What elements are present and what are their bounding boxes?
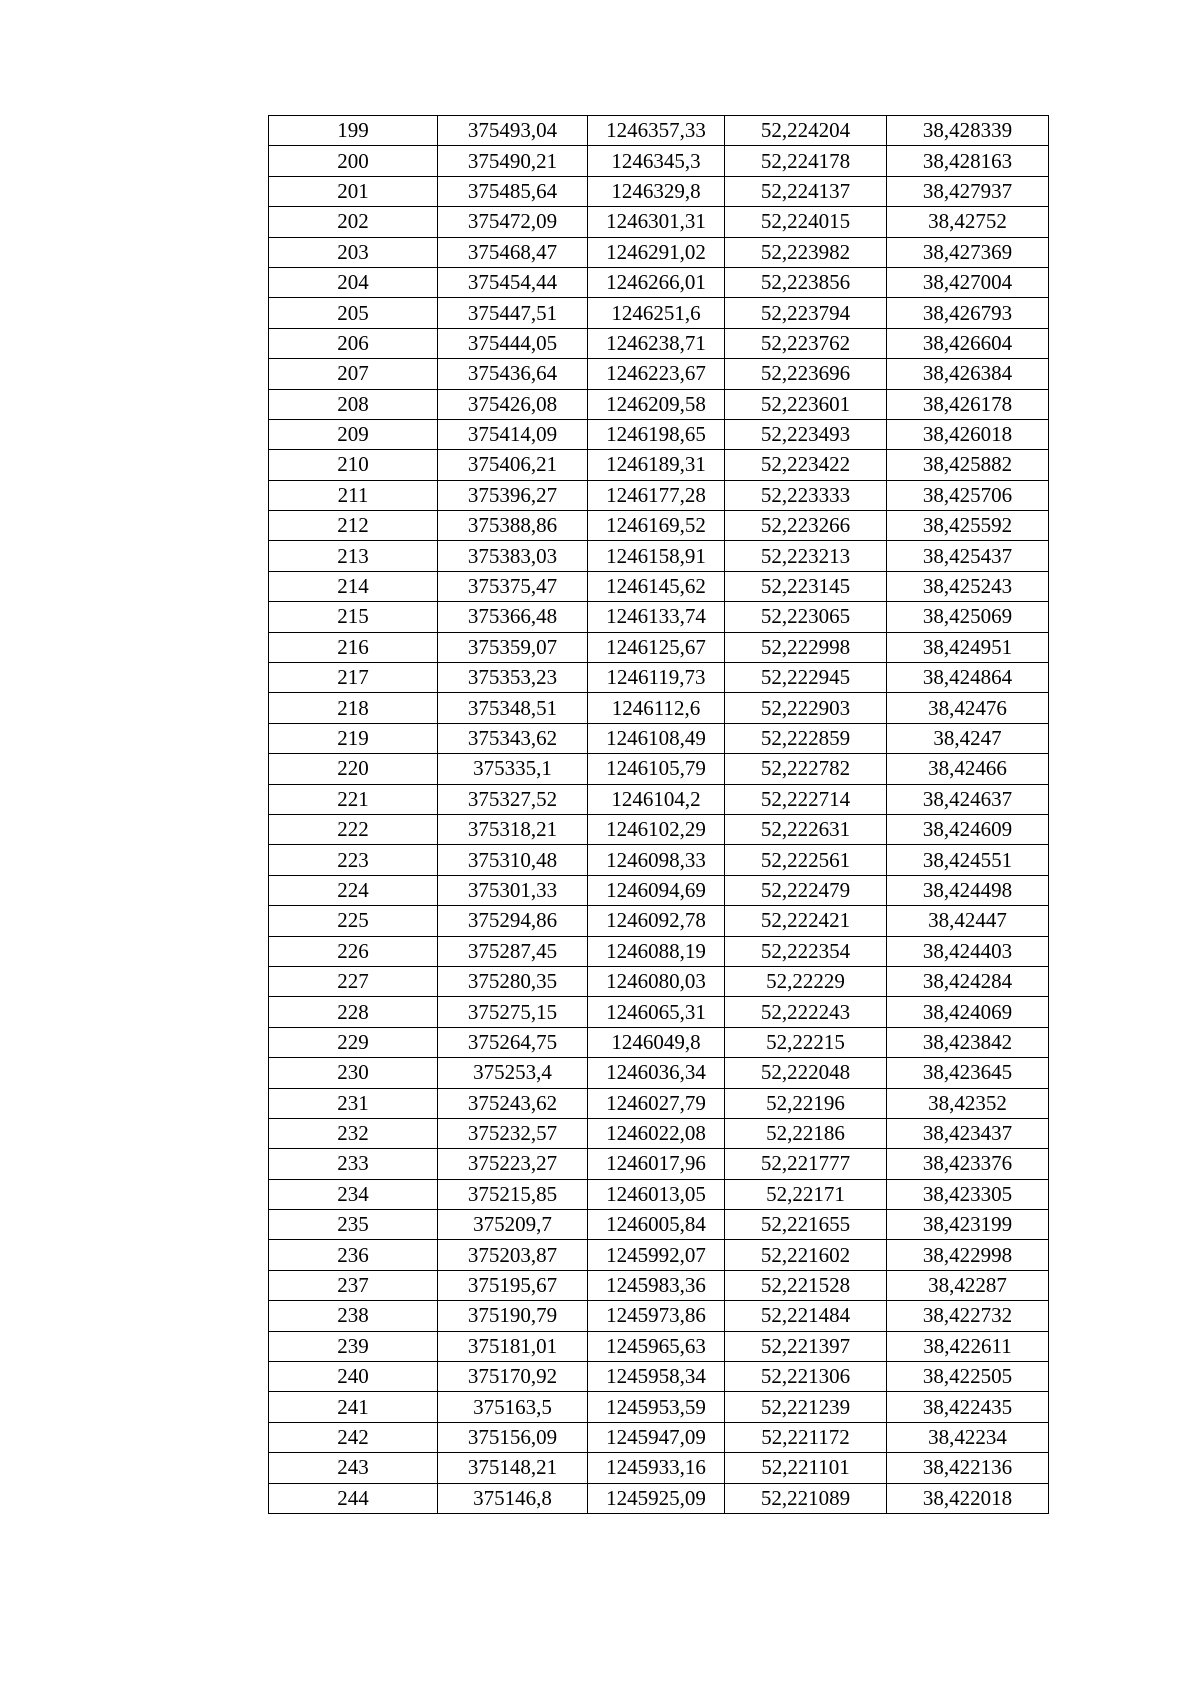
y-coordinate-cell: 1246177,28 [588,480,725,510]
x-coordinate-cell: 375232,57 [438,1118,588,1148]
longitude-cell: 38,424864 [887,663,1049,693]
table-row [269,1422,1049,1452]
table-row [269,541,1049,571]
point-number-cell: 201 [269,176,438,206]
longitude-cell: 38,42234 [887,1422,1049,1452]
point-number-cell: 208 [269,389,438,419]
latitude-cell: 52,22196 [725,1088,887,1118]
table-row [269,602,1049,632]
y-coordinate-cell: 1245992,07 [588,1240,725,1270]
point-number-cell: 219 [269,723,438,753]
table-row [269,906,1049,936]
longitude-cell: 38,425882 [887,450,1049,480]
latitude-cell: 52,223762 [725,328,887,358]
point-number-cell: 217 [269,663,438,693]
table-row [269,723,1049,753]
table-row [269,237,1049,267]
point-number-cell: 225 [269,906,438,936]
point-number-cell: 205 [269,298,438,328]
point-number-cell: 226 [269,936,438,966]
latitude-cell: 52,222561 [725,845,887,875]
latitude-cell: 52,22186 [725,1118,887,1148]
latitude-cell: 52,221089 [725,1483,887,1513]
latitude-cell: 52,221306 [725,1362,887,1392]
longitude-cell: 38,42287 [887,1270,1049,1300]
x-coordinate-cell: 375383,03 [438,541,588,571]
y-coordinate-cell: 1245953,59 [588,1392,725,1422]
y-coordinate-cell: 1246189,31 [588,450,725,480]
latitude-cell: 52,224015 [725,207,887,237]
y-coordinate-cell: 1245958,34 [588,1362,725,1392]
longitude-cell: 38,424069 [887,997,1049,1027]
latitude-cell: 52,222903 [725,693,887,723]
table-row [269,1118,1049,1148]
latitude-cell: 52,223601 [725,389,887,419]
point-number-cell: 212 [269,511,438,541]
table-row [269,267,1049,297]
latitude-cell: 52,221484 [725,1301,887,1331]
latitude-cell: 52,222859 [725,723,887,753]
table-row [269,1179,1049,1209]
point-number-cell: 216 [269,632,438,662]
point-number-cell: 235 [269,1210,438,1240]
point-number-cell: 200 [269,146,438,176]
point-number-cell: 229 [269,1027,438,1057]
longitude-cell: 38,424284 [887,966,1049,996]
table-row [269,966,1049,996]
point-number-cell: 233 [269,1149,438,1179]
table-row [269,176,1049,206]
y-coordinate-cell: 1246065,31 [588,997,725,1027]
longitude-cell: 38,424498 [887,875,1049,905]
table-row [269,1240,1049,1270]
latitude-cell: 52,222998 [725,632,887,662]
point-number-cell: 204 [269,267,438,297]
longitude-cell: 38,423645 [887,1058,1049,1088]
y-coordinate-cell: 1245947,09 [588,1422,725,1452]
latitude-cell: 52,223065 [725,602,887,632]
longitude-cell: 38,427937 [887,176,1049,206]
latitude-cell: 52,222421 [725,906,887,936]
longitude-cell: 38,423842 [887,1027,1049,1057]
point-number-cell: 215 [269,602,438,632]
latitude-cell: 52,222945 [725,663,887,693]
latitude-cell: 52,223213 [725,541,887,571]
table-row [269,997,1049,1027]
y-coordinate-cell: 1246357,33 [588,116,725,146]
longitude-cell: 38,423305 [887,1179,1049,1209]
latitude-cell: 52,222631 [725,814,887,844]
y-coordinate-cell: 1246145,62 [588,571,725,601]
x-coordinate-cell: 375253,4 [438,1058,588,1088]
latitude-cell: 52,222714 [725,784,887,814]
y-coordinate-cell: 1246022,08 [588,1118,725,1148]
y-coordinate-cell: 1246209,58 [588,389,725,419]
y-coordinate-cell: 1246345,3 [588,146,725,176]
y-coordinate-cell: 1246125,67 [588,632,725,662]
y-coordinate-cell: 1246108,49 [588,723,725,753]
point-number-cell: 228 [269,997,438,1027]
table-row [269,693,1049,723]
y-coordinate-cell: 1246119,73 [588,663,725,693]
longitude-cell: 38,424637 [887,784,1049,814]
point-number-cell: 210 [269,450,438,480]
y-coordinate-cell: 1246005,84 [588,1210,725,1240]
latitude-cell: 52,221101 [725,1453,887,1483]
y-coordinate-cell: 1245965,63 [588,1331,725,1361]
table-row [269,1210,1049,1240]
latitude-cell: 52,223145 [725,571,887,601]
point-number-cell: 242 [269,1422,438,1452]
y-coordinate-cell: 1246017,96 [588,1149,725,1179]
latitude-cell: 52,223422 [725,450,887,480]
longitude-cell: 38,426178 [887,389,1049,419]
x-coordinate-cell: 375301,33 [438,875,588,905]
point-number-cell: 213 [269,541,438,571]
x-coordinate-cell: 375318,21 [438,814,588,844]
x-coordinate-cell: 375468,47 [438,237,588,267]
y-coordinate-cell: 1246092,78 [588,906,725,936]
y-coordinate-cell: 1246036,34 [588,1058,725,1088]
point-number-cell: 223 [269,845,438,875]
x-coordinate-cell: 375146,8 [438,1483,588,1513]
y-coordinate-cell: 1246104,2 [588,784,725,814]
x-coordinate-cell: 375156,09 [438,1422,588,1452]
longitude-cell: 38,424951 [887,632,1049,662]
table-row [269,1149,1049,1179]
point-number-cell: 238 [269,1301,438,1331]
x-coordinate-cell: 375406,21 [438,450,588,480]
latitude-cell: 52,223982 [725,237,887,267]
point-number-cell: 230 [269,1058,438,1088]
latitude-cell: 52,224137 [725,176,887,206]
point-number-cell: 214 [269,571,438,601]
x-coordinate-cell: 375343,62 [438,723,588,753]
latitude-cell: 52,224204 [725,116,887,146]
point-number-cell: 244 [269,1483,438,1513]
latitude-cell: 52,221239 [725,1392,887,1422]
y-coordinate-cell: 1245933,16 [588,1453,725,1483]
table-row [269,1362,1049,1392]
longitude-cell: 38,422136 [887,1453,1049,1483]
longitude-cell: 38,426793 [887,298,1049,328]
longitude-cell: 38,4247 [887,723,1049,753]
y-coordinate-cell: 1246105,79 [588,754,725,784]
x-coordinate-cell: 375215,85 [438,1179,588,1209]
latitude-cell: 52,224178 [725,146,887,176]
latitude-cell: 52,223493 [725,419,887,449]
latitude-cell: 52,221172 [725,1422,887,1452]
latitude-cell: 52,221528 [725,1270,887,1300]
latitude-cell: 52,222782 [725,754,887,784]
x-coordinate-cell: 375181,01 [438,1331,588,1361]
y-coordinate-cell: 1246329,8 [588,176,725,206]
table-row [269,298,1049,328]
x-coordinate-cell: 375454,44 [438,267,588,297]
x-coordinate-cell: 375485,64 [438,176,588,206]
coordinates-table-body [269,116,1049,1514]
x-coordinate-cell: 375148,21 [438,1453,588,1483]
x-coordinate-cell: 375264,75 [438,1027,588,1057]
x-coordinate-cell: 375426,08 [438,389,588,419]
longitude-cell: 38,428163 [887,146,1049,176]
longitude-cell: 38,422435 [887,1392,1049,1422]
longitude-cell: 38,42447 [887,906,1049,936]
point-number-cell: 222 [269,814,438,844]
longitude-cell: 38,422611 [887,1331,1049,1361]
point-number-cell: 227 [269,966,438,996]
longitude-cell: 38,425592 [887,511,1049,541]
point-number-cell: 232 [269,1118,438,1148]
longitude-cell: 38,422505 [887,1362,1049,1392]
y-coordinate-cell: 1246198,65 [588,419,725,449]
longitude-cell: 38,422018 [887,1483,1049,1513]
latitude-cell: 52,223696 [725,359,887,389]
longitude-cell: 38,423376 [887,1149,1049,1179]
x-coordinate-cell: 375375,47 [438,571,588,601]
y-coordinate-cell: 1246013,05 [588,1179,725,1209]
longitude-cell: 38,42466 [887,754,1049,784]
x-coordinate-cell: 375209,7 [438,1210,588,1240]
point-number-cell: 220 [269,754,438,784]
latitude-cell: 52,223856 [725,267,887,297]
y-coordinate-cell: 1246080,03 [588,966,725,996]
table-row [269,936,1049,966]
y-coordinate-cell: 1245983,36 [588,1270,725,1300]
y-coordinate-cell: 1246291,02 [588,237,725,267]
point-number-cell: 218 [269,693,438,723]
x-coordinate-cell: 375335,1 [438,754,588,784]
longitude-cell: 38,426604 [887,328,1049,358]
table-row [269,663,1049,693]
x-coordinate-cell: 375353,23 [438,663,588,693]
x-coordinate-cell: 375275,15 [438,997,588,1027]
longitude-cell: 38,424551 [887,845,1049,875]
y-coordinate-cell: 1246049,8 [588,1027,725,1057]
y-coordinate-cell: 1246098,33 [588,845,725,875]
point-number-cell: 239 [269,1331,438,1361]
point-number-cell: 202 [269,207,438,237]
y-coordinate-cell: 1246266,01 [588,267,725,297]
longitude-cell: 38,426018 [887,419,1049,449]
y-coordinate-cell: 1246112,6 [588,693,725,723]
point-number-cell: 234 [269,1179,438,1209]
y-coordinate-cell: 1246238,71 [588,328,725,358]
latitude-cell: 52,223266 [725,511,887,541]
point-number-cell: 236 [269,1240,438,1270]
point-number-cell: 207 [269,359,438,389]
table-row [269,1270,1049,1300]
point-number-cell: 199 [269,116,438,146]
x-coordinate-cell: 375388,86 [438,511,588,541]
table-row [269,1027,1049,1057]
point-number-cell: 209 [269,419,438,449]
x-coordinate-cell: 375280,35 [438,966,588,996]
longitude-cell: 38,428339 [887,116,1049,146]
x-coordinate-cell: 375287,45 [438,936,588,966]
x-coordinate-cell: 375190,79 [438,1301,588,1331]
x-coordinate-cell: 375493,04 [438,116,588,146]
table-row [269,207,1049,237]
table-row [269,1453,1049,1483]
table-row [269,116,1049,146]
longitude-cell: 38,422732 [887,1301,1049,1331]
latitude-cell: 52,221655 [725,1210,887,1240]
x-coordinate-cell: 375170,92 [438,1362,588,1392]
x-coordinate-cell: 375436,64 [438,359,588,389]
table-row [269,1392,1049,1422]
x-coordinate-cell: 375327,52 [438,784,588,814]
y-coordinate-cell: 1246223,67 [588,359,725,389]
table-row [269,419,1049,449]
table-row [269,359,1049,389]
table-row [269,784,1049,814]
x-coordinate-cell: 375396,27 [438,480,588,510]
point-number-cell: 237 [269,1270,438,1300]
y-coordinate-cell: 1246251,6 [588,298,725,328]
point-number-cell: 224 [269,875,438,905]
latitude-cell: 52,221777 [725,1149,887,1179]
latitude-cell: 52,22171 [725,1179,887,1209]
table-row [269,1058,1049,1088]
point-number-cell: 203 [269,237,438,267]
longitude-cell: 38,422998 [887,1240,1049,1270]
table-row [269,389,1049,419]
y-coordinate-cell: 1246158,91 [588,541,725,571]
x-coordinate-cell: 375472,09 [438,207,588,237]
table-row [269,1088,1049,1118]
latitude-cell: 52,222479 [725,875,887,905]
y-coordinate-cell: 1246102,29 [588,814,725,844]
table-row [269,845,1049,875]
latitude-cell: 52,22229 [725,966,887,996]
table-row [269,632,1049,662]
point-number-cell: 221 [269,784,438,814]
table-row [269,754,1049,784]
x-coordinate-cell: 375195,67 [438,1270,588,1300]
y-coordinate-cell: 1246169,52 [588,511,725,541]
x-coordinate-cell: 375243,62 [438,1088,588,1118]
y-coordinate-cell: 1246027,79 [588,1088,725,1118]
longitude-cell: 38,424403 [887,936,1049,966]
latitude-cell: 52,222048 [725,1058,887,1088]
x-coordinate-cell: 375223,27 [438,1149,588,1179]
x-coordinate-cell: 375294,86 [438,906,588,936]
x-coordinate-cell: 375447,51 [438,298,588,328]
y-coordinate-cell: 1246088,19 [588,936,725,966]
longitude-cell: 38,425437 [887,541,1049,571]
longitude-cell: 38,424609 [887,814,1049,844]
table-row [269,328,1049,358]
x-coordinate-cell: 375444,05 [438,328,588,358]
latitude-cell: 52,223333 [725,480,887,510]
table-row [269,1331,1049,1361]
latitude-cell: 52,221602 [725,1240,887,1270]
latitude-cell: 52,222243 [725,997,887,1027]
table-row [269,450,1049,480]
longitude-cell: 38,42476 [887,693,1049,723]
x-coordinate-cell: 375359,07 [438,632,588,662]
longitude-cell: 38,423437 [887,1118,1049,1148]
y-coordinate-cell: 1245925,09 [588,1483,725,1513]
x-coordinate-cell: 375348,51 [438,693,588,723]
table-row [269,571,1049,601]
y-coordinate-cell: 1246301,31 [588,207,725,237]
table-row [269,146,1049,176]
table-row [269,1483,1049,1513]
point-number-cell: 211 [269,480,438,510]
longitude-cell: 38,42752 [887,207,1049,237]
table-row [269,1301,1049,1331]
table-row [269,814,1049,844]
longitude-cell: 38,425069 [887,602,1049,632]
longitude-cell: 38,423199 [887,1210,1049,1240]
table-row [269,511,1049,541]
point-number-cell: 240 [269,1362,438,1392]
coordinates-table [268,115,1049,1514]
table-row [269,480,1049,510]
x-coordinate-cell: 375366,48 [438,602,588,632]
table-row [269,875,1049,905]
latitude-cell: 52,223794 [725,298,887,328]
x-coordinate-cell: 375414,09 [438,419,588,449]
longitude-cell: 38,425706 [887,480,1049,510]
point-number-cell: 241 [269,1392,438,1422]
longitude-cell: 38,427004 [887,267,1049,297]
point-number-cell: 243 [269,1453,438,1483]
longitude-cell: 38,426384 [887,359,1049,389]
x-coordinate-cell: 375490,21 [438,146,588,176]
x-coordinate-cell: 375203,87 [438,1240,588,1270]
longitude-cell: 38,425243 [887,571,1049,601]
x-coordinate-cell: 375163,5 [438,1392,588,1422]
point-number-cell: 206 [269,328,438,358]
latitude-cell: 52,222354 [725,936,887,966]
y-coordinate-cell: 1245973,86 [588,1301,725,1331]
y-coordinate-cell: 1246094,69 [588,875,725,905]
longitude-cell: 38,427369 [887,237,1049,267]
latitude-cell: 52,221397 [725,1331,887,1361]
point-number-cell: 231 [269,1088,438,1118]
y-coordinate-cell: 1246133,74 [588,602,725,632]
longitude-cell: 38,42352 [887,1088,1049,1118]
latitude-cell: 52,22215 [725,1027,887,1057]
x-coordinate-cell: 375310,48 [438,845,588,875]
